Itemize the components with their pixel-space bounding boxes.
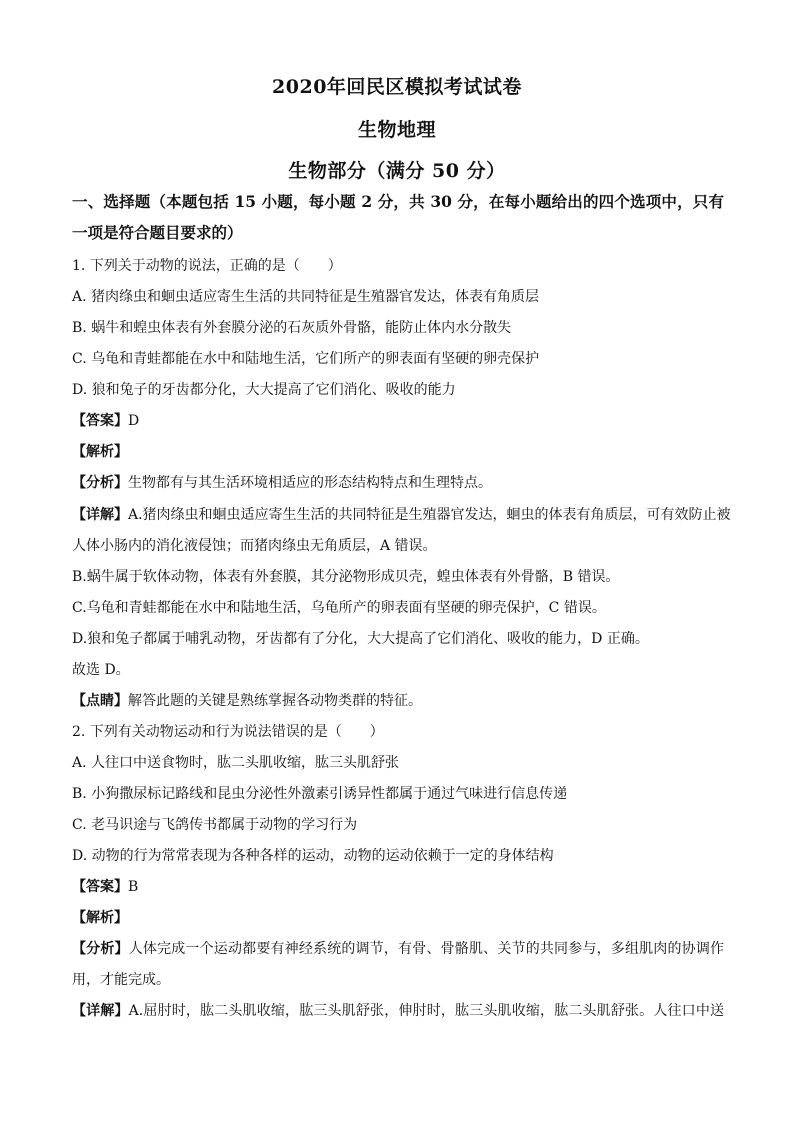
question-1-conclusion: 故选 D。	[72, 662, 130, 678]
section-heading-line-2: 一项是符合题目要求的）	[72, 223, 243, 242]
fenxi-text: 人体完成一个运动都要有神经系统的调节，有骨、骨骼肌、关节的共同参与，多组肌肉的协调作	[128, 941, 725, 957]
question-2-stem: 2. 下列有关动物运动和行为说法错误的是（ ）	[72, 724, 384, 740]
question-1-option-c: C. 乌龟和青蛙都能在水中和陆地生活，它们所产的卵表面有坚硬的卵壳保护	[72, 351, 540, 367]
fenxi-text: 生物都有与其生活环境相适应的形态结构特点和生理特点。	[128, 475, 492, 491]
question-1-xiangjie-line-1	[72, 505, 731, 525]
question-2-fenxi-line-1	[72, 939, 724, 959]
answer-tag: 【答案】	[72, 413, 128, 429]
xiangjie-tag: 【详解】	[72, 1003, 129, 1019]
question-2-option-a: A. 人往口中送食物时，肱二头肌收缩，肱三头肌舒张	[72, 755, 400, 771]
question-1-xiangjie-line-2: 人体小肠内的消化液侵蚀；而猪肉绦虫无角质层，A 错误。	[72, 538, 437, 554]
fenxi-tag: 【分析】	[72, 941, 129, 957]
question-2-option-d: D. 动物的行为常常表现为各种各样的运动，动物的运动依赖于一定的身体结构	[72, 848, 554, 864]
question-2-answer	[72, 877, 724, 897]
fenxi-tag: 【分析】	[72, 475, 128, 491]
question-2-option-b: B. 小狗撒尿标记路线和昆虫分泌性外激素引诱异性都属于通过气味进行信息传递	[72, 786, 568, 802]
xiangjie-tag: 【详解】	[72, 507, 128, 523]
dianjing-tag: 【点睛】	[72, 693, 128, 709]
question-2-xiangjie-line-1	[72, 1001, 724, 1021]
analysis-tag: 【解析】	[72, 444, 128, 460]
answer-value: B	[128, 879, 139, 895]
question-1-answer	[72, 411, 724, 431]
exam-title: 2020年回民区模拟考试试卷	[272, 76, 522, 98]
xiangjie-text: A.屈肘时，肱二头肌收缩，肱三头肌舒张，伸肘时，肱三头肌收缩，肱二头肌舒张。人往口中送	[128, 1003, 725, 1019]
analysis-tag: 【解析】	[72, 910, 128, 926]
question-2-option-c: C. 老马识途与飞鸽传书都属于动物的学习行为	[72, 817, 358, 833]
answer-tag: 【答案】	[72, 879, 128, 895]
xiangjie-text: A.猪肉绦虫和蛔虫适应寄生生活的共同特征是生殖器官发达，蛔虫的体表有角质层，可有效防止被	[128, 507, 731, 523]
question-1-analysis-tag	[72, 442, 724, 462]
question-2-fenxi-line-2: 用，才能完成。	[72, 972, 170, 988]
question-1-dianjing	[72, 691, 724, 711]
section-heading-line-1: 一、选择题（本题包括 15 小题，每小题 2 分，共 30 分，在每小题给出的四个选项中，只有	[72, 192, 724, 211]
question-1-xiangjie-d: D.狼和兔子都属于哺乳动物，牙齿都有了分化，大大提高了它们消化、吸收的能力，D 正确。	[72, 631, 649, 647]
question-1-option-a: A. 猪肉绦虫和蛔虫适应寄生生活的共同特征是生殖器官发达，体表有角质层	[72, 289, 540, 305]
question-1-xiangjie-b: B.蜗牛属于软体动物，体表有外套膜，其分泌物形成贝壳，蝗虫体表有外骨骼，B 错误。	[72, 569, 620, 585]
question-1-fenxi	[72, 473, 724, 493]
answer-value: D	[128, 413, 140, 429]
dianjing-text: 解答此题的关键是熟练掌握各动物类群的特征。	[128, 693, 422, 709]
question-1-option-b: B. 蜗牛和蝗虫体表有外套膜分泌的石灰质外骨骼，能防止体内水分散失	[72, 320, 512, 336]
exam-subtitle: 生物地理	[357, 119, 436, 141]
question-1-option-d: D. 狼和兔子的牙齿都分化，大大提高了它们消化、吸收的能力	[72, 382, 456, 398]
question-1-stem: 1. 下列关于动物的说法，正确的是（ ）	[72, 258, 342, 274]
question-2-analysis-tag	[72, 908, 724, 928]
question-1-xiangjie-c: C.乌龟和青蛙都能在水中和陆地生活，乌龟所产的卵表面有坚硬的卵壳保护，C 错误。	[72, 600, 606, 616]
exam-part-title: 生物部分（满分 50 分）	[288, 160, 506, 182]
